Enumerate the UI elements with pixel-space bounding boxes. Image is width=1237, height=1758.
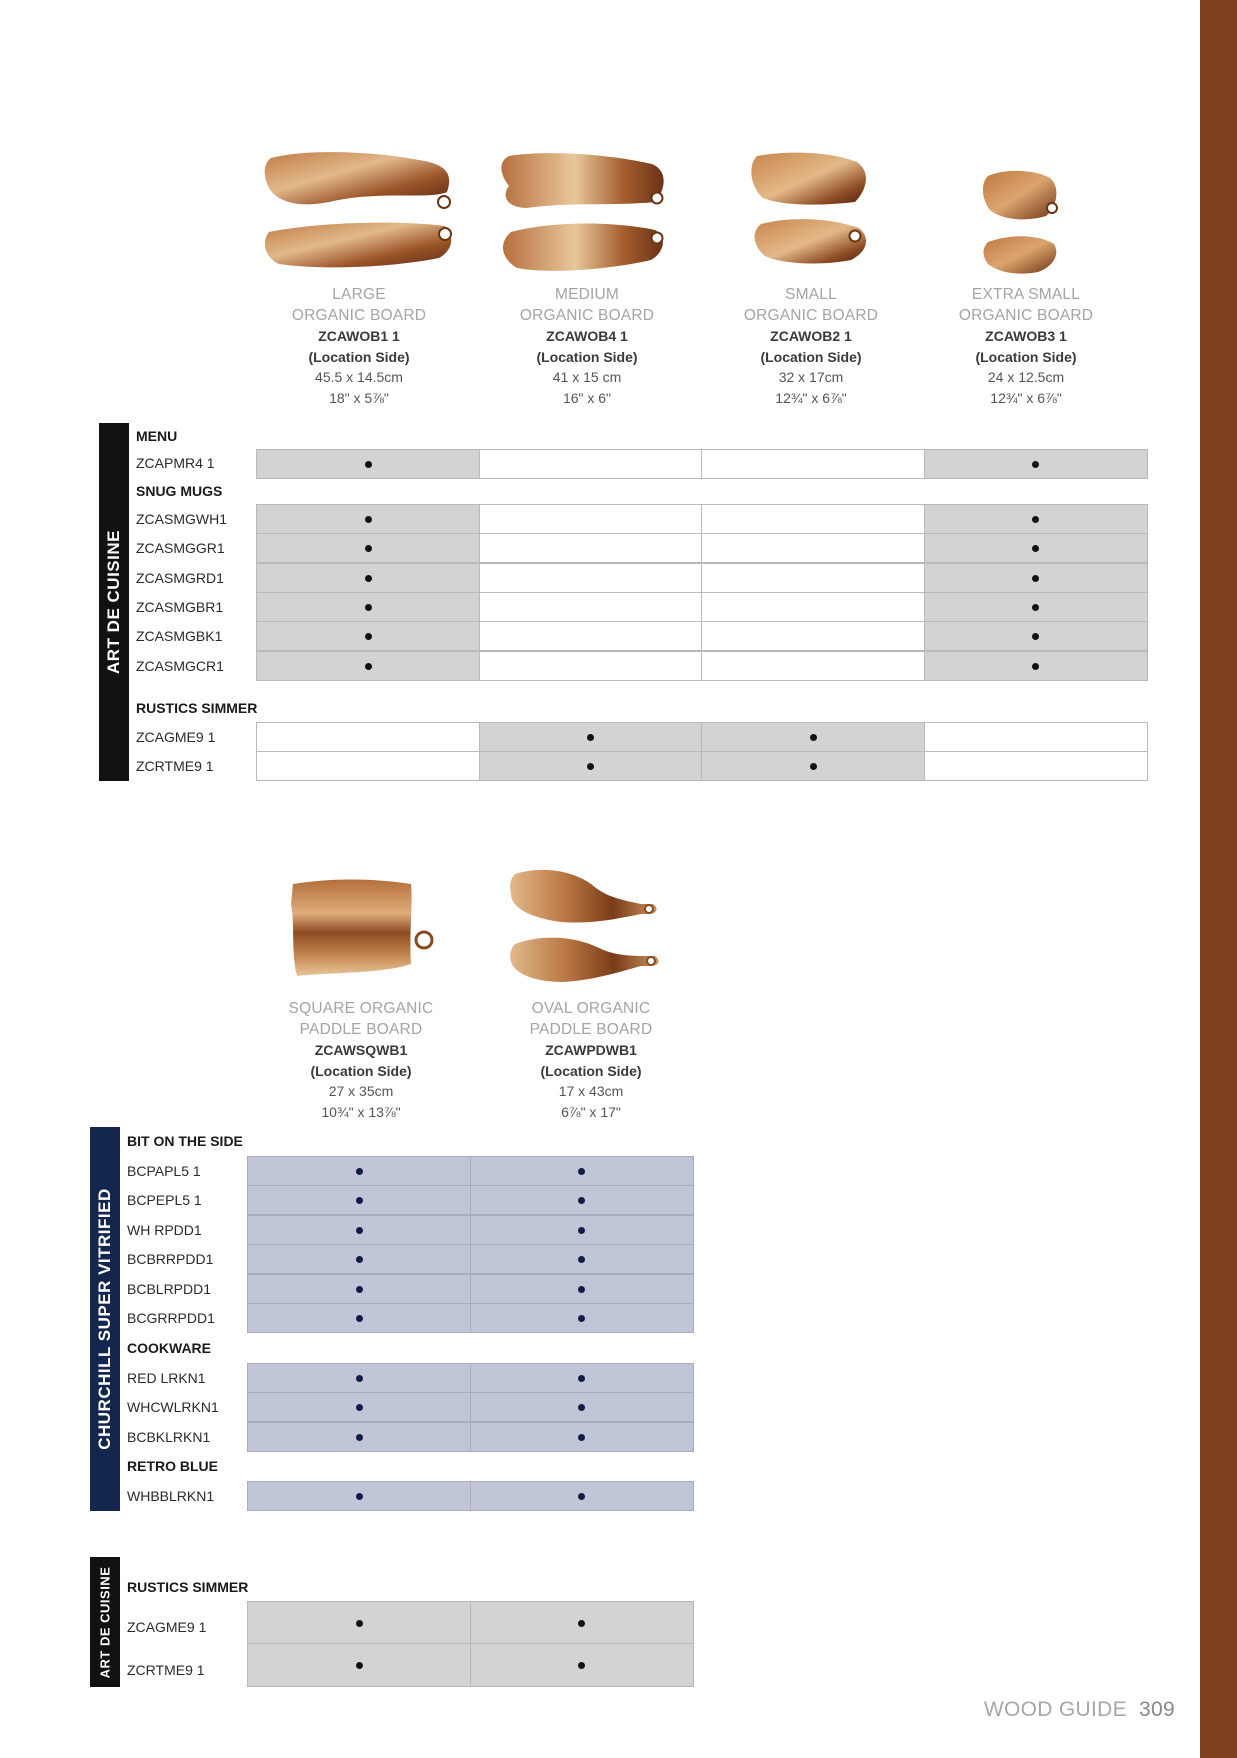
product-code: ZCAWOB3 1 [985, 328, 1067, 344]
product-square-organic-paddle-board [261, 864, 461, 1122]
dot-icon [365, 633, 372, 640]
cell-square-paddle [247, 1643, 471, 1687]
row-code: WHCWLRKN1 [127, 1399, 219, 1415]
product-size-cm: 45.5 x 14.5cm [315, 369, 403, 385]
product-location: (Location Side) [308, 348, 410, 365]
cell-small [701, 533, 925, 563]
product-code: ZCAWOB4 1 [546, 328, 628, 344]
dot-icon [365, 604, 372, 611]
dot-icon [1032, 604, 1039, 611]
row-code: ZCASMGWH1 [136, 511, 227, 527]
medium-board-image [487, 150, 687, 285]
row-code: BCBKLRKN1 [127, 1429, 211, 1445]
art-de-cuisine-band: ART DE CUISINE [99, 423, 129, 781]
dot-icon [356, 1493, 363, 1500]
dot-icon [365, 461, 372, 468]
cell-large [256, 533, 480, 563]
dot-icon [587, 763, 594, 770]
dot-icon [578, 1286, 585, 1293]
cell-medium [479, 533, 703, 563]
table-row [247, 1156, 692, 1186]
row-code: BCPEPL5 1 [127, 1192, 202, 1208]
extra-small-board-image [926, 150, 1126, 285]
cell-square-paddle [247, 1185, 471, 1215]
product-size-cm: 32 x 17cm [778, 369, 844, 385]
cell-large [256, 722, 480, 752]
oval-paddle-board-image [491, 864, 691, 999]
product-size-in: 12¾" x 6⅞" [990, 389, 1062, 406]
dot-icon [365, 575, 372, 582]
product-location: (Location Side) [540, 1062, 642, 1079]
product-name-line1: EXTRA SMALL [971, 286, 1081, 303]
row-code: ZCAGME9 1 [136, 729, 216, 745]
cell-small [701, 592, 925, 622]
cell-oval-paddle [470, 1481, 694, 1511]
row-code: ZCAGME9 1 [127, 1619, 207, 1635]
cell-medium [479, 563, 703, 593]
dot-icon [810, 763, 817, 770]
dot-icon [1032, 461, 1039, 468]
dot-icon [810, 734, 817, 741]
table-row [247, 1303, 692, 1333]
table-row [256, 722, 1146, 752]
product-code: ZCAWOB2 1 [770, 328, 852, 344]
dot-icon [1032, 545, 1039, 552]
product-size-in: 18" x 5⅞" [329, 389, 389, 406]
row-code: ZCRTME9 1 [136, 758, 214, 774]
row-code: BCGRRPDD1 [127, 1310, 215, 1326]
cell-oval-paddle [470, 1643, 694, 1687]
group-title-menu: MENU [136, 428, 178, 444]
cell-square-paddle [247, 1303, 471, 1333]
row-code: ZCASMGBK1 [136, 628, 223, 644]
cell-medium [479, 621, 703, 651]
square-paddle-board-image [261, 864, 461, 999]
product-name-line2: ORGANIC BOARD [743, 306, 879, 324]
cell-small [701, 621, 925, 651]
cell-square-paddle [247, 1601, 471, 1645]
product-name-line2: ORGANIC BOARD [958, 306, 1094, 324]
product-location: (Location Side) [760, 348, 862, 365]
table-row [247, 1643, 692, 1687]
cell-extra-small [924, 533, 1148, 563]
dot-icon [356, 1256, 363, 1263]
product-name-line2: PADDLE BOARD [529, 1020, 653, 1038]
group-title-cookware: COOKWARE [127, 1340, 211, 1356]
table-row [247, 1363, 692, 1393]
dot-icon [1032, 516, 1039, 523]
table-row [256, 449, 1146, 479]
cell-large [256, 592, 480, 622]
cell-square-paddle [247, 1274, 471, 1304]
product-size-cm: 41 x 15 cm [552, 369, 622, 385]
table-row [247, 1185, 692, 1215]
product-name-line1: MEDIUM [554, 286, 620, 303]
dot-icon [356, 1286, 363, 1293]
cell-oval-paddle [470, 1601, 694, 1645]
row-code: WH RPDD1 [127, 1222, 202, 1238]
cell-medium [479, 504, 703, 534]
table-row [256, 651, 1146, 681]
product-code: ZCAWPDWB1 [545, 1042, 637, 1058]
dot-icon [578, 1168, 585, 1175]
dot-icon [365, 545, 372, 552]
group-title-snug-mugs: SNUG MUGS [136, 483, 223, 499]
table-row [256, 563, 1146, 593]
dot-icon [587, 734, 594, 741]
cell-extra-small [924, 592, 1148, 622]
product-size-cm: 17 x 43cm [558, 1083, 624, 1099]
cell-large [256, 651, 480, 681]
table-row [247, 1481, 692, 1511]
dot-icon [578, 1375, 585, 1382]
table-row [256, 592, 1146, 622]
dot-icon [1032, 633, 1039, 640]
cell-square-paddle [247, 1392, 471, 1422]
dot-icon [578, 1227, 585, 1234]
dot-icon [356, 1662, 363, 1669]
table-row [247, 1215, 692, 1245]
dot-icon [356, 1434, 363, 1441]
table-row [247, 1274, 692, 1304]
product-name-line1: SQUARE ORGANIC [288, 1000, 434, 1017]
table-row [247, 1422, 692, 1452]
cell-small [701, 722, 925, 752]
table-row [256, 751, 1146, 781]
group-title-retro-blue: RETRO BLUE [127, 1458, 218, 1474]
product-size-in: 16" x 6" [562, 389, 612, 406]
dot-icon [356, 1620, 363, 1627]
group-title-rustics-simmer: RUSTICS SIMMER [136, 700, 258, 716]
cell-large [256, 449, 480, 479]
row-code: ZCAPMR4 1 [136, 455, 215, 471]
cell-medium [479, 751, 703, 781]
row-code: BCPAPL5 1 [127, 1163, 201, 1179]
cell-large [256, 563, 480, 593]
table-row [247, 1601, 692, 1645]
product-code: ZCAWOB1 1 [318, 328, 400, 344]
cell-oval-paddle [470, 1422, 694, 1452]
large-board-image [259, 150, 459, 285]
brown-side-strip [1200, 0, 1237, 1758]
cell-small [701, 563, 925, 593]
product-extra-small-organic-board [926, 150, 1126, 408]
cell-oval-paddle [470, 1244, 694, 1274]
product-size-in: 6⅞" x 17" [561, 1103, 621, 1120]
dot-icon [578, 1315, 585, 1322]
product-oval-organic-paddle-board [491, 864, 691, 1122]
row-code: ZCASMGBR1 [136, 599, 224, 615]
table-row [256, 504, 1146, 534]
table-row [256, 533, 1146, 563]
cell-extra-small [924, 449, 1148, 479]
group-title-bit-on-the-side: BIT ON THE SIDE [127, 1133, 243, 1149]
product-location: (Location Side) [536, 348, 638, 365]
cell-medium [479, 722, 703, 752]
dot-icon [578, 1620, 585, 1627]
cell-medium [479, 592, 703, 622]
product-name-line2: ORGANIC BOARD [291, 306, 427, 324]
page-footer [984, 1698, 1175, 1722]
cell-medium [479, 651, 703, 681]
small-board-image [711, 150, 911, 285]
row-code: RED LRKN1 [127, 1370, 206, 1386]
dot-icon [356, 1227, 363, 1234]
product-location: (Location Side) [975, 348, 1077, 365]
cell-square-paddle [247, 1481, 471, 1511]
cell-square-paddle [247, 1422, 471, 1452]
dot-icon [356, 1168, 363, 1175]
cell-small [701, 504, 925, 534]
cell-small [701, 751, 925, 781]
row-code: ZCASMGCR1 [136, 658, 224, 674]
footer-title: WOOD GUIDE [983, 1698, 1127, 1721]
cell-extra-small [924, 621, 1148, 651]
cell-extra-small [924, 563, 1148, 593]
product-size-cm: 24 x 12.5cm [987, 369, 1065, 385]
cell-square-paddle [247, 1363, 471, 1393]
cell-extra-small [924, 651, 1148, 681]
product-size-in: 12¾" x 6⅞" [775, 389, 847, 406]
product-name-line2: ORGANIC BOARD [519, 306, 655, 324]
cell-extra-small [924, 751, 1148, 781]
product-location: (Location Side) [310, 1062, 412, 1079]
dot-icon [578, 1434, 585, 1441]
cell-square-paddle [247, 1156, 471, 1186]
cell-square-paddle [247, 1244, 471, 1274]
dot-icon [578, 1197, 585, 1204]
dot-icon [578, 1493, 585, 1500]
dot-icon [365, 663, 372, 670]
cell-small [701, 449, 925, 479]
product-name-line1: LARGE [332, 286, 386, 303]
dot-icon [578, 1662, 585, 1669]
row-code: ZCASMGRD1 [136, 570, 224, 586]
group-title-rustics-simmer: RUSTICS SIMMER [127, 1579, 249, 1595]
dot-icon [356, 1197, 363, 1204]
dot-icon [356, 1315, 363, 1322]
table-row [247, 1392, 692, 1422]
dot-icon [356, 1404, 363, 1411]
cell-large [256, 751, 480, 781]
cell-oval-paddle [470, 1274, 694, 1304]
dot-icon [1032, 663, 1039, 670]
row-code: WHBBLRKN1 [127, 1488, 215, 1504]
cell-large [256, 621, 480, 651]
table-row [247, 1244, 692, 1274]
churchill-super-vitrified-band: CHURCHILL SUPER VITRIFIED [90, 1127, 120, 1511]
cell-large [256, 504, 480, 534]
product-small-organic-board [711, 150, 911, 408]
product-size-in: 10¾" x 13⅞" [321, 1103, 401, 1120]
row-code: BCBLRPDD1 [127, 1281, 212, 1297]
row-code: BCBRRPDD1 [127, 1251, 214, 1267]
dot-icon [365, 516, 372, 523]
dot-icon [1032, 575, 1039, 582]
row-code: ZCRTME9 1 [127, 1662, 205, 1678]
cell-oval-paddle [470, 1392, 694, 1422]
cell-oval-paddle [470, 1363, 694, 1393]
dot-icon [578, 1256, 585, 1263]
product-large-organic-board [259, 150, 459, 408]
cell-extra-small [924, 722, 1148, 752]
cell-medium [479, 449, 703, 479]
product-size-cm: 27 x 35cm [328, 1083, 394, 1099]
cell-oval-paddle [470, 1215, 694, 1245]
page-number: 309 [1139, 1698, 1175, 1721]
dot-icon [578, 1404, 585, 1411]
art-de-cuisine-band-small: ART DE CUISINE [90, 1557, 120, 1687]
cell-oval-paddle [470, 1303, 694, 1333]
table-row [256, 621, 1146, 651]
cell-oval-paddle [470, 1156, 694, 1186]
product-name-line1: SMALL [785, 286, 837, 303]
cell-small [701, 651, 925, 681]
product-name-line2: PADDLE BOARD [299, 1020, 423, 1038]
dot-icon [356, 1375, 363, 1382]
product-code: ZCAWSQWB1 [314, 1042, 408, 1058]
row-code: ZCASMGGR1 [136, 540, 225, 556]
product-medium-organic-board [487, 150, 687, 408]
product-name-line1: OVAL ORGANIC [531, 1000, 651, 1017]
cell-square-paddle [247, 1215, 471, 1245]
cell-extra-small [924, 504, 1148, 534]
cell-oval-paddle [470, 1185, 694, 1215]
